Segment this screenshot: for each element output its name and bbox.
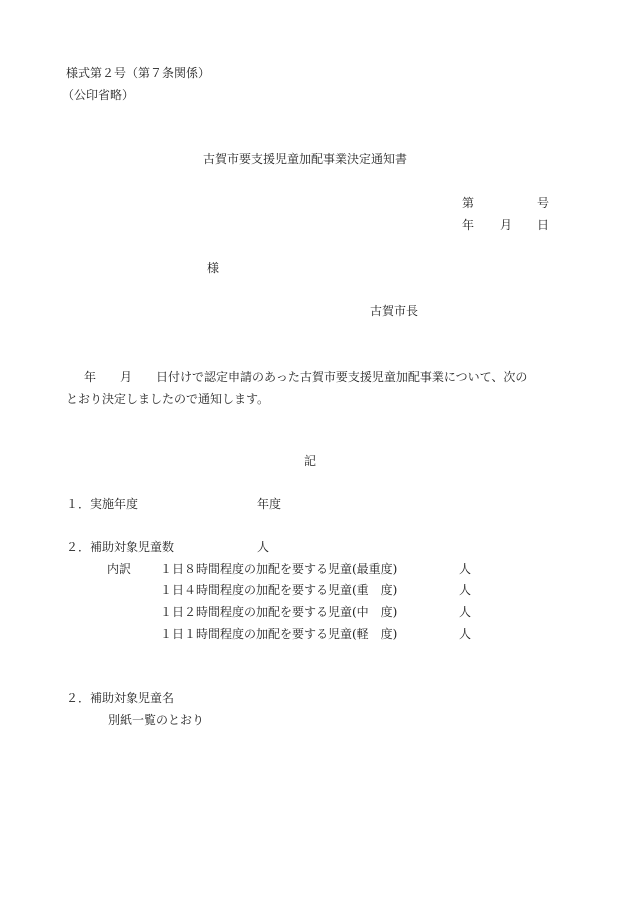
section1-unit: 年度 [257, 497, 282, 511]
section2-label: ２．補助対象児童数 [66, 540, 175, 554]
addressee-suffix: 様 [207, 261, 220, 275]
seal-note: （公印省略） [62, 88, 135, 102]
breakdown-unit: 人 [459, 605, 472, 619]
section1-label: １．実施年度 [66, 497, 139, 511]
issuer: 古賀市長 [370, 304, 419, 318]
section3-text: 別紙一覧のとおり [108, 713, 205, 727]
document-title: 古賀市要支援児童加配事業決定通知書 [203, 152, 408, 166]
body-line-1: 年 月 日付けで認定申請のあった古賀市要支援児童加配事業について、次の [84, 370, 528, 384]
form-number: 様式第２号（第７条関係） [66, 66, 211, 80]
breakdown-label: 内訳 [107, 562, 132, 576]
ki-heading: 記 [304, 454, 317, 468]
section2-unit: 人 [257, 540, 270, 554]
breakdown-item: １日４時間程度の加配を要する児童(重 度) [160, 583, 398, 597]
breakdown-item: １日２時間程度の加配を要する児童(中 度) [160, 605, 398, 619]
date-day: 日 [537, 218, 550, 232]
date-year: 年 [462, 218, 475, 232]
breakdown-unit: 人 [459, 562, 472, 576]
breakdown-item: １日１時間程度の加配を要する児童(軽 度) [160, 627, 398, 641]
doc-number-suffix: 号 [537, 196, 550, 210]
section3-label: ２．補助対象児童名 [66, 691, 175, 705]
breakdown-item: １日８時間程度の加配を要する児童(最重度) [160, 562, 398, 576]
body-line-2: とおり決定しましたので通知します。 [66, 392, 270, 406]
date-month: 月 [500, 218, 513, 232]
breakdown-unit: 人 [459, 627, 472, 641]
breakdown-unit: 人 [459, 583, 472, 597]
doc-number-prefix: 第 [462, 196, 475, 210]
